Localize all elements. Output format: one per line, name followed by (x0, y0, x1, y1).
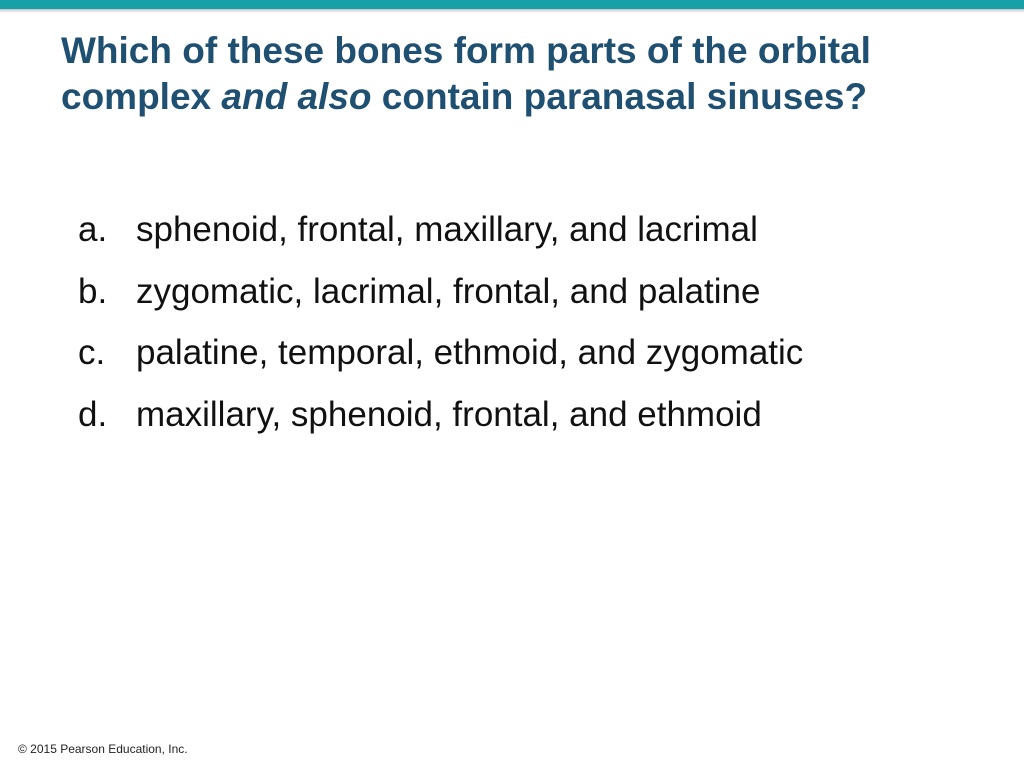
answer-letter: d. (78, 394, 108, 434)
answer-option-d (78, 393, 803, 455)
answer-letter: c. (78, 333, 106, 372)
title-text-part2: contain paranasal sinuses? (371, 76, 868, 117)
answer-text: zygomatic, lacrimal, frontal, and palatine (136, 271, 761, 311)
answer-letter: a. (78, 210, 108, 249)
answer-text: palatine, temporal, ethmoid, and zygomatic (136, 333, 804, 372)
top-accent-bar (0, 0, 1024, 9)
copyright-footer: © 2015 Pearson Education, Inc. (18, 742, 188, 756)
top-bar-shadow (0, 9, 1024, 13)
answer-letter: b. (78, 271, 108, 311)
title-emphasis: and also (221, 76, 372, 117)
title-text-part1: Which of these bones form parts of the orbital complex (61, 30, 871, 117)
answer-option-b (78, 270, 803, 332)
answer-option-a (78, 208, 803, 270)
question-title (61, 28, 961, 120)
answer-list (78, 208, 803, 454)
answer-text: maxillary, sphenoid, frontal, and ethmoid (136, 394, 762, 434)
answer-text: sphenoid, frontal, maxillary, and lacrimal (136, 210, 758, 249)
answer-option-c (78, 331, 803, 393)
